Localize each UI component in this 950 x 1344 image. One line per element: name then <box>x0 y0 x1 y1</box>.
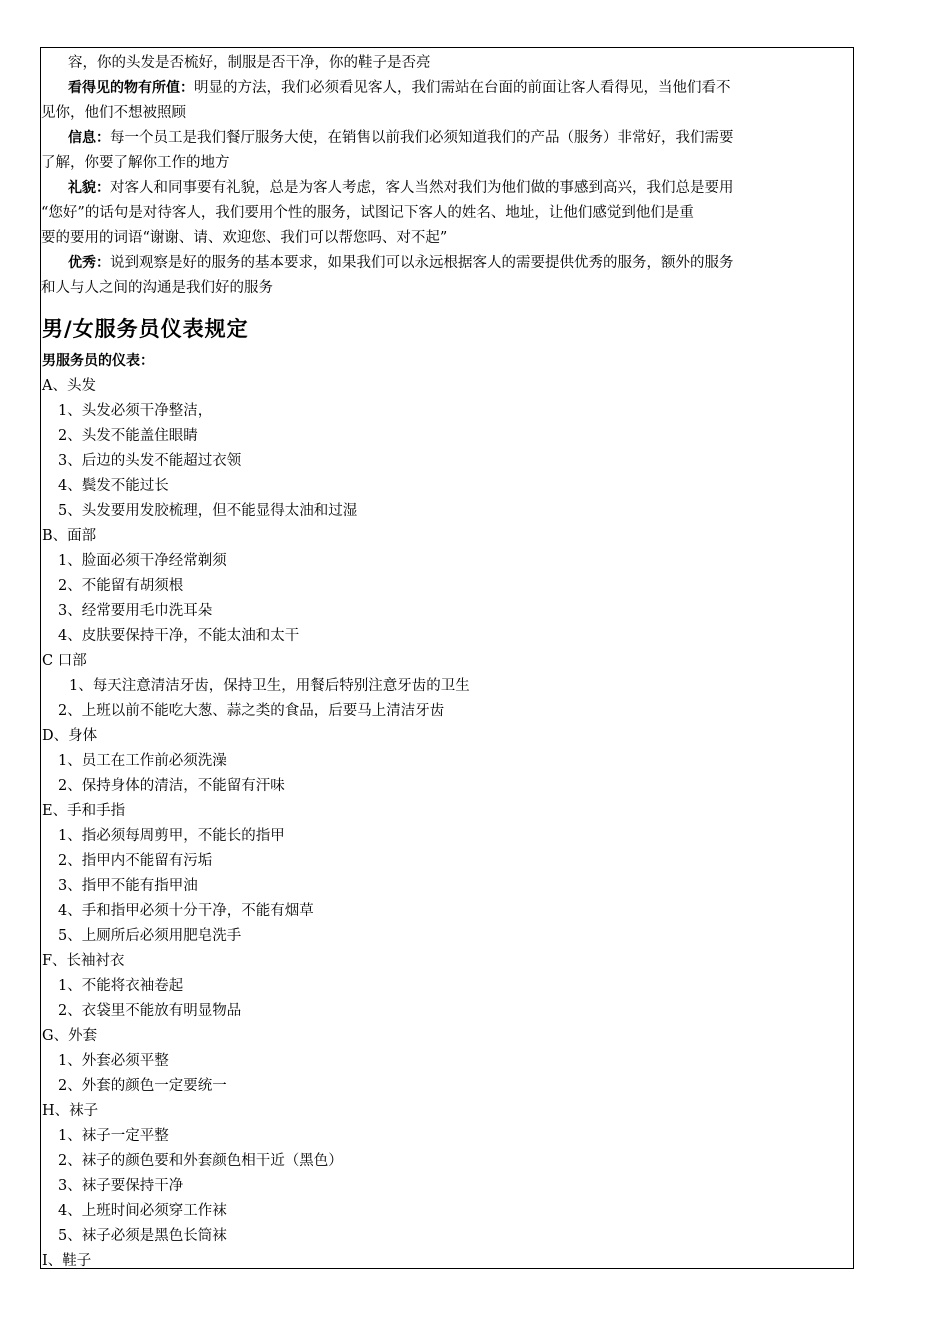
list-item: 5、头发要用发胶梳理，但不能显得太油和过湿 <box>58 503 358 519</box>
section-heading: I、鞋子 <box>42 1253 92 1269</box>
intro-line: 明显的方法，我们必须看见客人，我们需站在台面的前面让客人看得见，当他们看不 <box>194 80 731 96</box>
intro-paragraph-courtesy <box>41 176 854 251</box>
list-item: 1、头发必须干净整洁， <box>58 403 213 419</box>
intro-line: 对客人和同事要有礼貌，总是为客人考虑，客人当然对我们为他们做的事感到高兴，我们总是要用 <box>110 180 734 196</box>
list-item: 4、手和指甲必须十分干净，不能有烟草 <box>58 903 314 919</box>
section-title: 男/女服务员仪表规定 <box>42 317 249 341</box>
intro-label: 看得见的物有所值： <box>68 80 194 96</box>
list-item: 1、员工在工作前必须洗澡 <box>58 753 227 769</box>
intro-label: 信息： <box>68 130 110 146</box>
intro-paragraph-information <box>41 126 854 176</box>
list-item: 2、上班以前不能吃大葱、蒜之类的食品，后要马上清洁牙齿 <box>58 703 445 719</box>
list-item: 1、外套必须平整 <box>58 1053 169 1069</box>
list-item: 2、袜子的颜色要和外套颜色相干近（黑色） <box>58 1153 343 1169</box>
list-item: 1、每天注意清洁牙齿，保持卫生，用餐后特别注意牙齿的卫生 <box>69 678 470 694</box>
section-heading: F、长袖衬衣 <box>42 953 125 969</box>
intro-line: 要的要用的词语“谢谢、请、欢迎您、我们可以帮您吗、对不起” <box>41 230 448 246</box>
list-item: 1、不能将衣袖卷起 <box>58 978 184 994</box>
section-heading: A、头发 <box>42 378 96 394</box>
intro-line: “您好”的话句是对待客人，我们要用个性的服务，试图记下客人的姓名、地址，让他们感觉到他们是重 <box>41 205 694 221</box>
list-item: 1、指必须每周剪甲，不能长的指甲 <box>58 828 285 844</box>
list-item: 4、鬓发不能过长 <box>58 478 169 494</box>
list-item: 4、皮肤要保持干净，不能太油和太干 <box>58 628 300 644</box>
section-heading: E、手和手指 <box>42 803 126 819</box>
list-item: 4、上班时间必须穿工作袜 <box>58 1203 227 1219</box>
list-item: 3、袜子要保持干净 <box>58 1178 184 1194</box>
intro-label: 礼貌： <box>68 180 110 196</box>
intro-label: 优秀： <box>68 255 110 271</box>
list-item: 2、保持身体的清洁，不能留有汗味 <box>58 778 285 794</box>
intro-line: 说到观察是好的服务的基本要求，如果我们可以永远根据客人的需要提供优秀的服务，额外的服务 <box>110 255 734 271</box>
subtitle: 男服务员的仪表： <box>42 353 154 369</box>
intro-line: 见你，他们不想被照顾 <box>41 105 186 121</box>
list-item: 2、指甲内不能留有污垢 <box>58 853 213 869</box>
intro-paragraph-excellence <box>41 251 854 301</box>
list-item: 5、袜子必须是黑色长筒袜 <box>58 1228 227 1244</box>
grooming-rules-list <box>42 374 852 1274</box>
list-item: 3、后边的头发不能超过衣领 <box>58 453 242 469</box>
section-heading: G、外套 <box>42 1028 98 1044</box>
intro-line: 每一个员工是我们餐厅服务大使，在销售以前我们必须知道我们的产品（服务）非常好，我们需要 <box>110 130 734 146</box>
list-item: 1、袜子一定平整 <box>58 1128 169 1144</box>
intro-paragraph-visible-value <box>41 76 854 126</box>
list-item: 2、不能留有胡须根 <box>58 578 184 594</box>
list-item: 3、指甲不能有指甲油 <box>58 878 198 894</box>
section-heading: D、身体 <box>42 728 98 744</box>
intro-line: 容，你的头发是否梳好，制服是否干净，你的鞋子是否亮 <box>68 55 431 71</box>
intro-paragraph-appearance <box>68 51 854 76</box>
list-item: 3、经常要用毛巾洗耳朵 <box>58 603 213 619</box>
section-heading: H、袜子 <box>42 1103 99 1119</box>
list-item: 5、上厕所后必须用肥皂洗手 <box>58 928 242 944</box>
section-heading: C 口部 <box>42 653 87 669</box>
list-item: 2、头发不能盖住眼睛 <box>58 428 198 444</box>
list-item: 2、外套的颜色一定要统一 <box>58 1078 227 1094</box>
section-heading: B、面部 <box>42 528 97 544</box>
intro-line: 和人与人之间的沟通是我们好的服务 <box>41 280 273 296</box>
list-item: 2、衣袋里不能放有明显物品 <box>58 1003 242 1019</box>
intro-line: 了解，你要了解你工作的地方 <box>41 155 230 171</box>
list-item: 1、脸面必须干净经常剃须 <box>58 553 227 569</box>
